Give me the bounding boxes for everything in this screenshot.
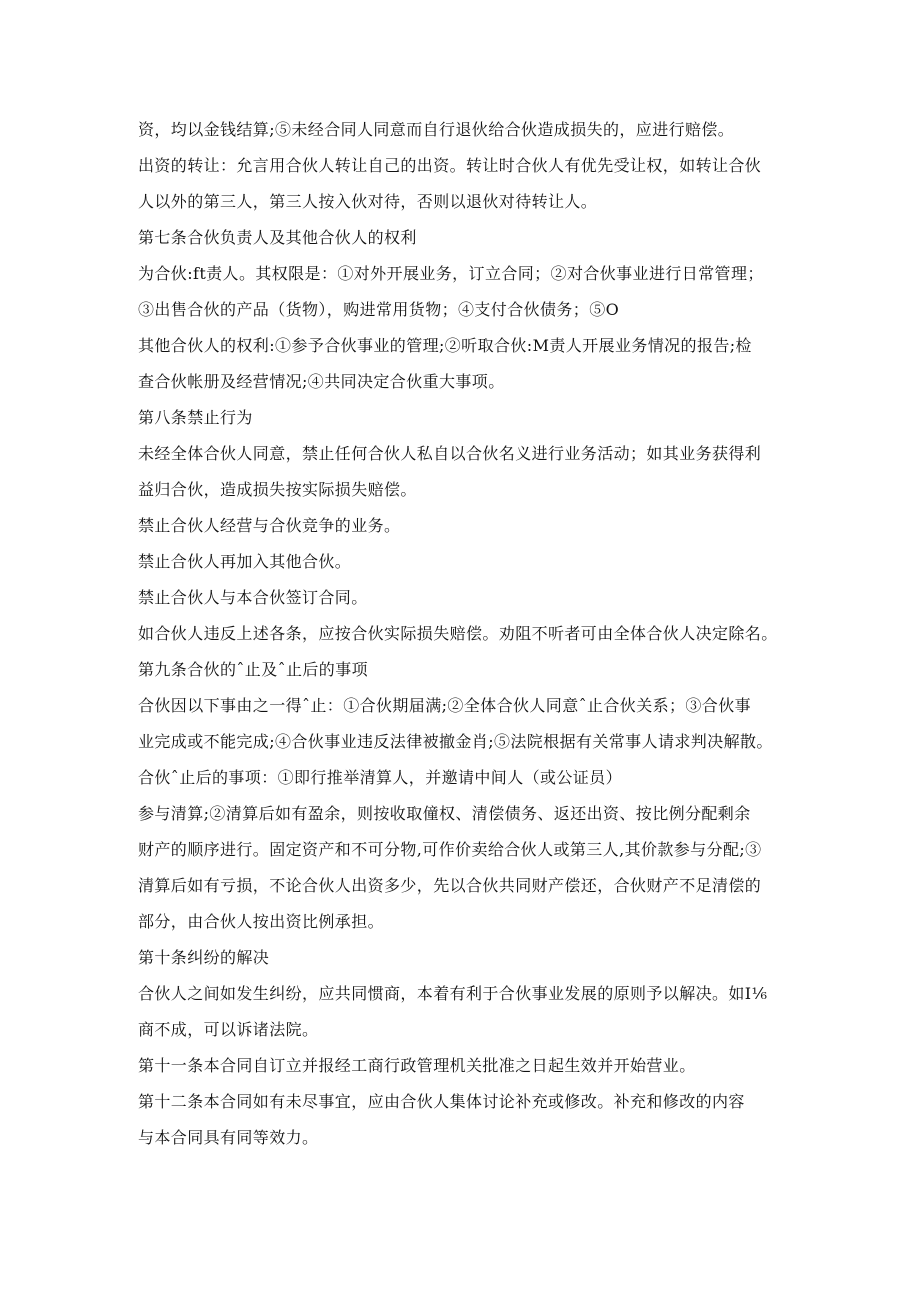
text-line: 第九条合伙的ˆ止及ˆ止后的事项 <box>138 660 369 679</box>
text-line: 未经全体合伙人同意，禁止任何合伙人私自以合伙名义进行业务活动；如其业务获得利 <box>138 444 762 463</box>
text-line: 合伙ˆ止后的事项：①即行推举清算人，并邀请中间人（或公证员） <box>138 768 623 787</box>
text-line: 清算后如有亏损，不论合伙人出资多少，先以合伙共同财产偿还，合伙财产不足清偿的 <box>138 876 762 895</box>
text-line: 第十二条本合同如有未尽事宜，应由合伙人集体讨论补充或修改。补充和修改的内容 <box>138 1092 745 1111</box>
text-line: 益归合伙，造成损失按实际损失赔偿。 <box>138 480 417 499</box>
text-line: 禁止合伙人经营与合伙竞争的业务。 <box>138 516 401 535</box>
text-line: 商不成，可以诉诸法院。 <box>138 1020 319 1039</box>
text-line: 合伙人之间如发生纠纷，应共同惯商，本着有利于合伙事业发展的原则予以解决。如I⅙ <box>138 984 768 1003</box>
text-line: 第十一条本合同自订立并报经工商行政管理机关批准之日起生效并开始营业。 <box>138 1056 696 1075</box>
text-line: 财产的顺序进行。固定资产和不可分物,可作价卖给合伙人或第三人,其价款参与分配;③ <box>138 840 762 859</box>
text-line: 出资的转让：允言用合伙人转让自己的出资。转让时合伙人有优先受让权，如转让合伙 <box>138 156 762 175</box>
text-line: 与本合同具有同等效力。 <box>138 1128 319 1147</box>
text-line: 禁止合伙人与本合伙签订合同。 <box>138 588 368 607</box>
text-line: ③出售合伙的产品（货物），购进常用货物；④支付合伙债务；⑤O <box>138 300 620 319</box>
text-line: 部分，由合伙人按出资比例承担。 <box>138 912 385 931</box>
text-line: 为合伙:ft责人。其权限是：①对外开展业务，订立合同；②对合伙事业进行日常管理； <box>138 264 764 283</box>
text-line: 第十条纠纷的解决 <box>138 948 270 967</box>
text-line: 查合伙帐册及经营情况;④共同决定合伙重大事项。 <box>138 372 505 391</box>
text-line: 参与清算;②清算后如有盈余，则按收取僮权、清偿债务、返还出资、按比例分配剩余 <box>138 804 751 823</box>
text-line: 合伙因以下事由之一得ˆ止：①合伙期届满;②全体合伙人同意ˆ止合伙关系；③合伙事 <box>138 696 751 715</box>
text-line: 其他合伙人的权利:①参予合伙事业的管理;②听取合伙:M责人开展业务情况的报告;检 <box>138 336 752 355</box>
text-line: 第八条禁止行为 <box>138 408 253 427</box>
text-line: 人以外的第三人，第三人按入伙对待，否则以退伙对待转让人。 <box>138 192 598 211</box>
text-line: 如合伙人违反上述各条，应按合伙实际损失赔偿。劝阻不听者可由全体合伙人决定除名。 <box>138 624 778 643</box>
document-body <box>138 112 800 1156</box>
text-line: 业完成或不能完成;④合伙事业违反法律被撤金肖;⑤法院根据有关常事人请求判决解散。 <box>138 732 773 751</box>
text-line: 资，均以金钱结算;⑤未经合同人同意而自行退伙给合伙造成损失的，应进行赔偿。 <box>138 120 735 139</box>
text-line: 禁止合伙人再加入其他合伙。 <box>138 552 352 571</box>
text-line: 第七条合伙负责人及其他合伙人的权利 <box>138 228 417 247</box>
